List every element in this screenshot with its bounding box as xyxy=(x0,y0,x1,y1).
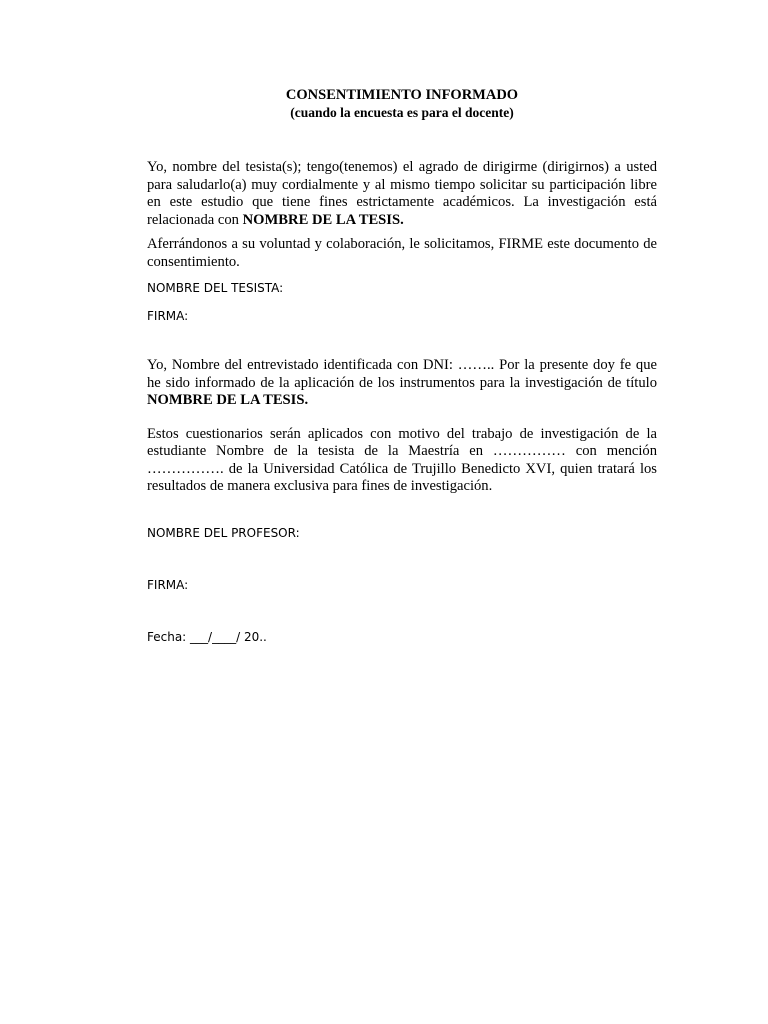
paragraph-intro-text: Yo, nombre del tesista(s); tengo(tenemos) el agrado de dirigirme (dirigirnos) a usted para saludarlo(a) muy cordialmente y al mismo tiempo solicitar su participación libre en este estudio que tiene fines estrictamente académicos. La investigación está relacionada con xyxy=(147,159,657,228)
paragraph-request: Aferrándonos a su voluntad y colaboración, le solicitamos, FIRME este documento de consentimiento. xyxy=(147,236,657,270)
paragraph-declaration xyxy=(147,357,657,410)
paragraph-questionnaire: Estos cuestionarios serán aplicados con motivo del trabajo de investigación de la estudiante Nombre de la tesista de la Maestría en …………… con mención ……………. de la Universidad Católica de Trujillo Benedicto XVI, quien tratará los resultados de manera exclusiva para fines de investigación. xyxy=(147,425,657,494)
document-body xyxy=(147,86,657,645)
label-fecha: Fecha: ___/____/ 20.. xyxy=(147,629,267,644)
thesis-name-bold-2: NOMBRE DE LA TESIS. xyxy=(147,392,309,408)
label-firma-profesor: FIRMA: xyxy=(147,577,189,592)
thesis-name-bold-1: NOMBRE DE LA TESIS. xyxy=(242,211,404,228)
label-firma-tesista: FIRMA: xyxy=(147,309,189,323)
paragraph-intro xyxy=(147,159,657,229)
document-header xyxy=(147,86,657,122)
label-nombre-tesista: NOMBRE DEL TESISTA: xyxy=(147,281,284,295)
paragraph-declaration-text: Yo, Nombre del entrevistado identificada con DNI: …….. Por la presente doy fe que he sido informado de la aplicación de los instrumentos para la investigación de título xyxy=(147,357,657,391)
label-nombre-profesor: NOMBRE DEL PROFESOR: xyxy=(147,525,300,540)
document-subtitle: (cuando la encuesta es para el docente) xyxy=(290,105,514,120)
document-title: CONSENTIMIENTO INFORMADO xyxy=(285,87,519,103)
